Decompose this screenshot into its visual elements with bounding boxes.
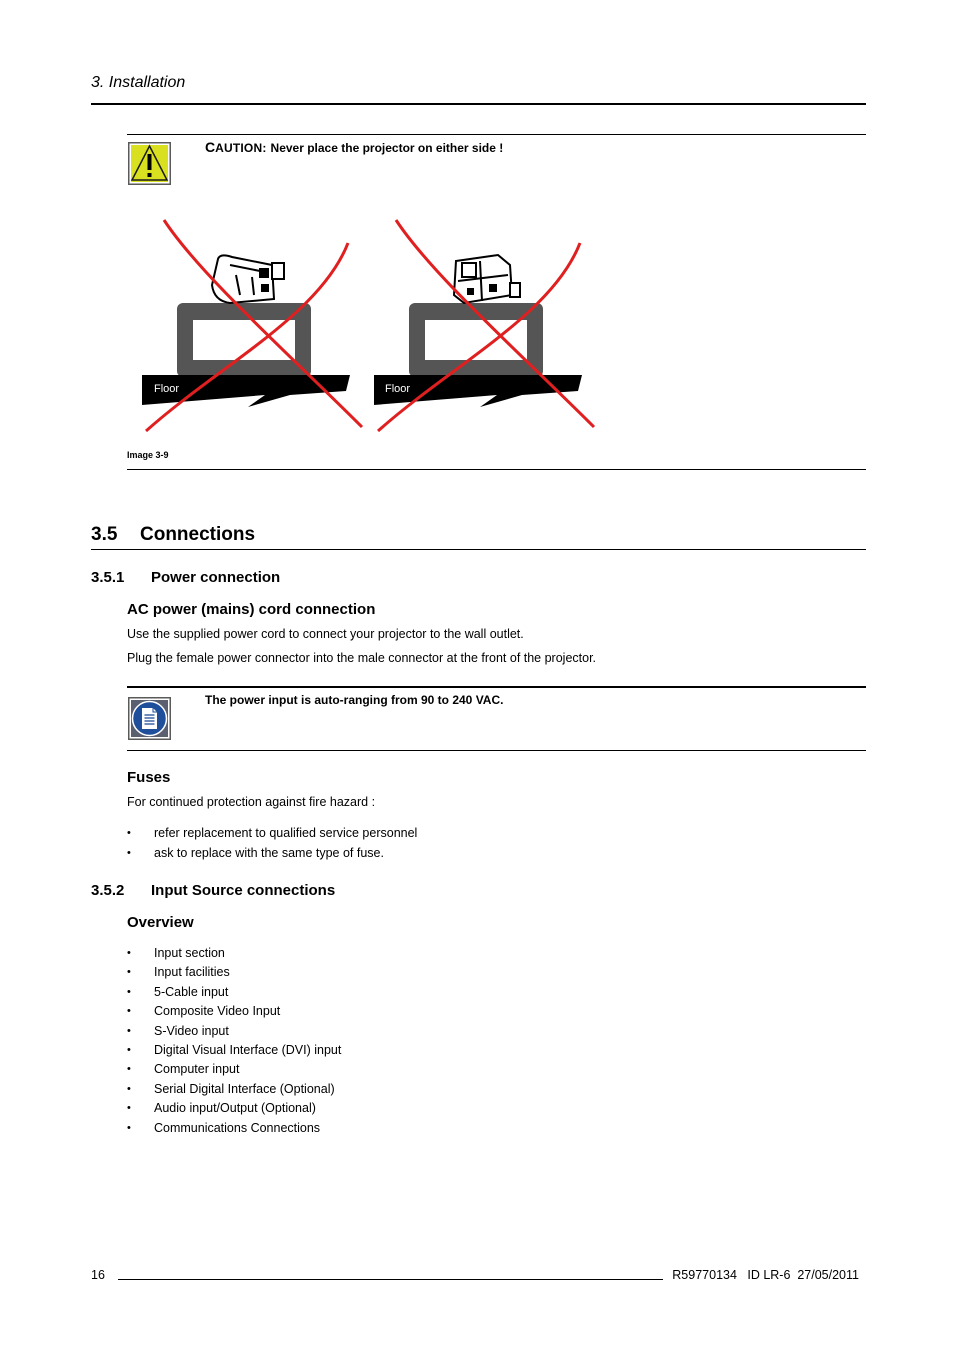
header-rule — [91, 103, 866, 105]
subsection-heading-power — [91, 569, 280, 586]
list-item: • Composite Video Input — [127, 1002, 341, 1021]
list-item: • Digital Visual Interface (DVI) input — [127, 1041, 341, 1060]
section-rule — [91, 549, 866, 550]
section-title: Connections — [140, 524, 256, 545]
list-item: • ask to replace with the same type of fuse. — [127, 843, 417, 863]
fuses-heading: Fuses — [127, 769, 171, 786]
list-item: • S-Video input — [127, 1022, 341, 1041]
input-overview-list — [127, 944, 341, 1138]
caution-label-first: C — [205, 139, 216, 155]
section-heading — [91, 524, 255, 546]
paragraph-female-connector: Plug the female power connector into the male connector at the front of the projector. — [127, 651, 597, 665]
subsection-number-input: 3.5.2 — [91, 882, 125, 899]
right-panel — [374, 220, 594, 431]
list-item: • Input section — [127, 944, 341, 963]
caution-title — [205, 139, 503, 155]
subsection-title-power: Power connection — [151, 569, 281, 586]
list-item: • Serial Digital Interface (Optional) — [127, 1080, 341, 1099]
page-number: 16 — [91, 1268, 105, 1282]
subsection-title-input: Input Source connections — [151, 882, 336, 899]
chapter-header: 3. Installation — [91, 74, 186, 91]
note-text: The power input is auto-ranging from 90 to 240 VAC. — [205, 693, 504, 707]
figure-caption: Image 3-9 — [127, 450, 169, 460]
list-item: • Communications Connections — [127, 1119, 341, 1138]
paragraph-power-cord: Use the supplied power cord to connect your projector to the wall outlet. — [127, 627, 524, 641]
document-id: R59770134 ID LR-6 27/05/2011 — [672, 1268, 859, 1282]
subsection-number-power: 3.5.1 — [91, 569, 125, 586]
caution-message: Never place the projector on either side ! — [270, 141, 504, 155]
list-item: • 5-Cable input — [127, 983, 341, 1002]
caution-label-rest: AUTION: — [215, 141, 267, 155]
floor-label-right: Floor — [385, 383, 411, 395]
subsection-heading-input — [91, 882, 335, 899]
left-panel — [142, 220, 362, 431]
list-item: • Computer input — [127, 1060, 341, 1079]
projector-right — [454, 255, 520, 303]
note-bottom-rule — [127, 750, 866, 751]
caution-top-rule — [127, 134, 866, 135]
fuses-intro: For continued protection against fire hazard : — [127, 795, 376, 809]
projector-side-placement-figure — [140, 215, 610, 440]
footer-rule — [118, 1279, 663, 1280]
overview-heading: Overview — [127, 914, 194, 931]
note-top-rule — [127, 686, 866, 688]
fuses-list — [127, 823, 417, 863]
list-item: • Audio input/Output (Optional) — [127, 1099, 341, 1118]
projector-left — [212, 255, 284, 303]
list-item: • refer replacement to qualified service personnel — [127, 823, 417, 843]
note-icon — [128, 697, 171, 740]
caution-bottom-rule — [127, 469, 866, 470]
list-item: • Input facilities — [127, 963, 341, 982]
section-number: 3.5 — [91, 524, 118, 545]
floor-label-left: Floor — [154, 383, 180, 395]
warning-icon — [128, 142, 171, 185]
ac-power-heading: AC power (mains) cord connection — [127, 601, 376, 618]
